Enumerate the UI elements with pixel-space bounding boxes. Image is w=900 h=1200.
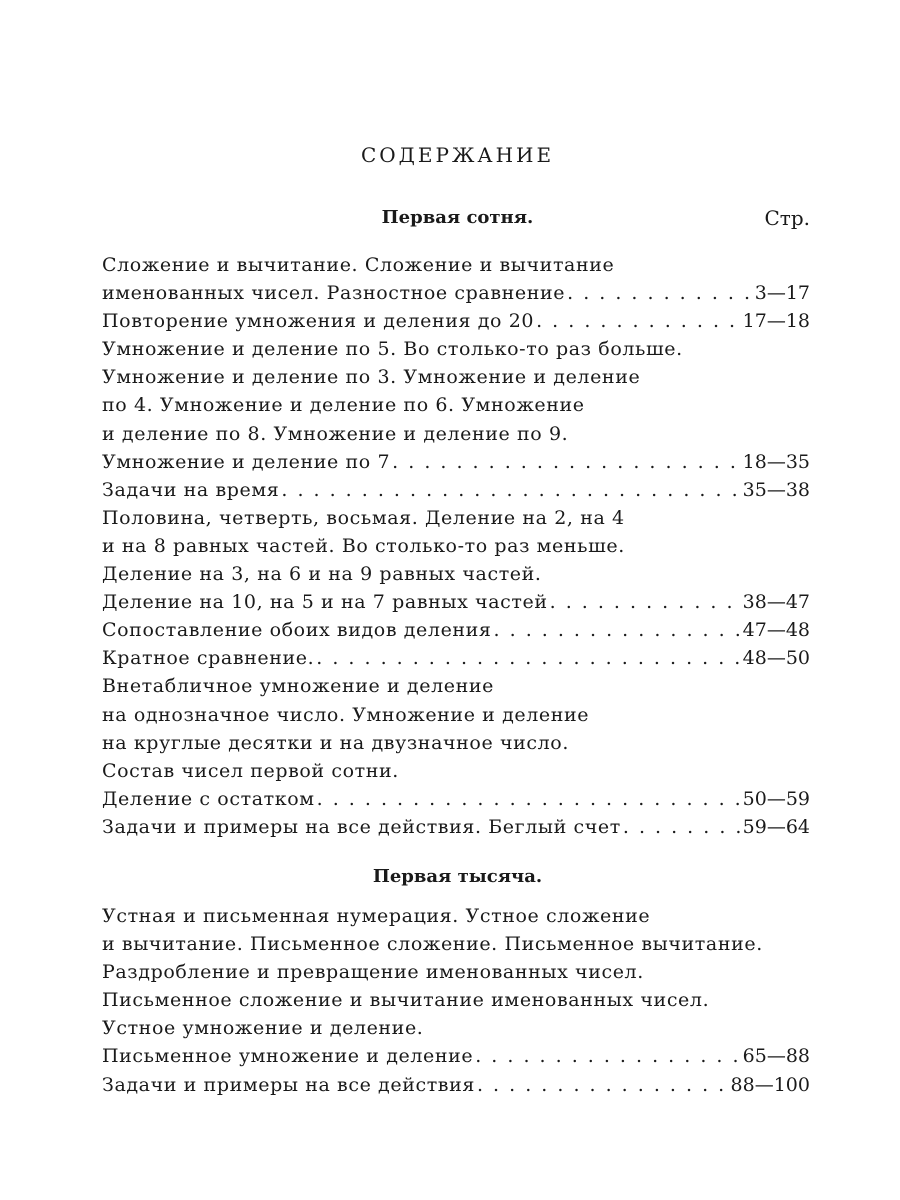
dot-leader xyxy=(475,1042,740,1070)
toc-entry-text: и на 8 равных частей. Во столько-то раз меньше. xyxy=(102,534,625,557)
dot-leader xyxy=(392,448,740,476)
toc-page-range: 17—18 xyxy=(742,310,810,333)
dot-leader xyxy=(494,616,741,644)
dot-leader xyxy=(317,785,741,813)
dot-leader xyxy=(316,644,740,672)
toc-entry-text: Деление с остатком xyxy=(102,787,315,810)
toc-line xyxy=(102,1042,810,1070)
section-heading-first-thousand: Первая тысяча. xyxy=(372,866,543,887)
dot-leader xyxy=(623,813,741,841)
toc-entry-text: на круглые десятки и на двузначное число. xyxy=(102,731,569,754)
toc-line xyxy=(102,616,810,644)
toc-line xyxy=(102,902,810,930)
toc-line xyxy=(102,476,810,504)
toc-line xyxy=(102,757,810,785)
toc-line xyxy=(102,448,810,476)
toc-entry-text: Задачи и примеры на все действия. Беглый счет xyxy=(102,815,621,838)
toc-page-range: 65—88 xyxy=(742,1045,810,1068)
toc-entry-text: Раздробление и превращение именованных чисел. xyxy=(102,961,644,984)
toc-line xyxy=(102,335,810,363)
toc-entry-text: по 4. Умножение и деление по 6. Умножение xyxy=(102,394,585,417)
toc-entry-text: Деление на 3, на 6 и на 9 равных частей. xyxy=(102,563,542,586)
toc-entry-text: Половина, четверть, восьмая. Деление на 2, на 4 xyxy=(102,506,625,529)
dot-leader xyxy=(567,279,753,307)
toc-line xyxy=(102,672,810,700)
toc-entry-text: на однозначное число. Умножение и деление xyxy=(102,703,590,726)
toc-entry-text: Устная и письменная нумерация. Устное сложение xyxy=(102,905,651,927)
toc-line xyxy=(102,930,810,958)
toc-section-first-thousand xyxy=(102,902,810,1099)
toc-page-range: 38—47 xyxy=(742,591,810,614)
toc-line xyxy=(102,420,810,448)
toc-line xyxy=(102,560,810,588)
toc-entry-text: Умножение и деление по 7 xyxy=(102,450,391,473)
toc-entry-text: Умножение и деление по 5. Во столько-то раз больше. xyxy=(102,338,683,361)
toc-page-range: 59—64 xyxy=(742,815,810,838)
toc-page-range: 88—100 xyxy=(730,1073,810,1096)
toc-line xyxy=(102,813,810,841)
toc-entry-text: Деление на 10, на 5 и на 7 равных частей xyxy=(102,591,548,614)
toc-line xyxy=(102,729,810,757)
toc-page-range: 18—35 xyxy=(742,450,810,473)
toc-entry-text: Повторение умножения и деления до 20 xyxy=(102,310,535,333)
toc-line xyxy=(102,504,810,532)
section-heading-first-hundred: Первая сотня. xyxy=(381,207,534,228)
toc-line xyxy=(102,1014,810,1042)
toc-entry-text: Сопоставление обоих видов деления xyxy=(102,619,492,642)
dot-leader xyxy=(536,307,741,335)
toc-page-range: 48—50 xyxy=(742,647,810,670)
toc-line xyxy=(102,279,810,307)
toc-line xyxy=(102,532,810,560)
toc-entry-text: Умножение и деление по 3. Умножение и деление xyxy=(102,366,641,389)
dot-leader xyxy=(281,476,740,504)
toc-line xyxy=(102,251,810,279)
toc-line xyxy=(102,958,810,986)
dot-leader xyxy=(477,1071,729,1099)
dot-leader xyxy=(550,588,741,616)
toc-entry-text: Сложение и вычитание. Сложение и вычитание xyxy=(102,254,615,276)
page-title: СОДЕРЖАНИЕ xyxy=(360,143,555,167)
toc-entry-text: Задачи на время xyxy=(102,478,280,501)
toc-page-range: 50—59 xyxy=(742,787,810,810)
toc-line xyxy=(102,1071,810,1099)
toc-page-range: 3—17 xyxy=(754,282,810,305)
toc-line xyxy=(102,307,810,335)
toc-entry-text: Письменное сложение и вычитание именованных чисел. xyxy=(102,989,710,1012)
toc-line xyxy=(102,785,810,813)
toc-entry-text: и деление по 8. Умножение и деление по 9. xyxy=(102,422,569,445)
toc-line xyxy=(102,391,810,419)
toc-line xyxy=(102,701,810,729)
toc-page-range: 35—38 xyxy=(742,478,810,501)
toc-entry-text: и вычитание. Письменное сложение. Письменное вычитание. xyxy=(102,933,763,956)
toc-entry-text: Задачи и примеры на все действия xyxy=(102,1073,475,1096)
toc-line xyxy=(102,986,810,1014)
toc-entry-text: Состав чисел первой сотни. xyxy=(102,759,399,782)
toc-section-first-hundred xyxy=(102,251,810,841)
toc-entry-text: Внетабличное умножение и деление xyxy=(102,675,494,698)
toc-line xyxy=(102,644,810,672)
toc-entry-text: Письменное умножение и деление xyxy=(102,1045,474,1068)
toc-line xyxy=(102,363,810,391)
toc-entry-text: именованных чисел. Разностное сравнение xyxy=(102,282,566,305)
toc-line xyxy=(102,588,810,616)
toc-entry-text: Кратное сравнение. xyxy=(102,647,315,670)
toc-page-range: 47—48 xyxy=(742,619,810,642)
page-column-label: Стр. xyxy=(764,206,810,230)
toc-entry-text: Устное умножение и деление. xyxy=(102,1017,424,1040)
